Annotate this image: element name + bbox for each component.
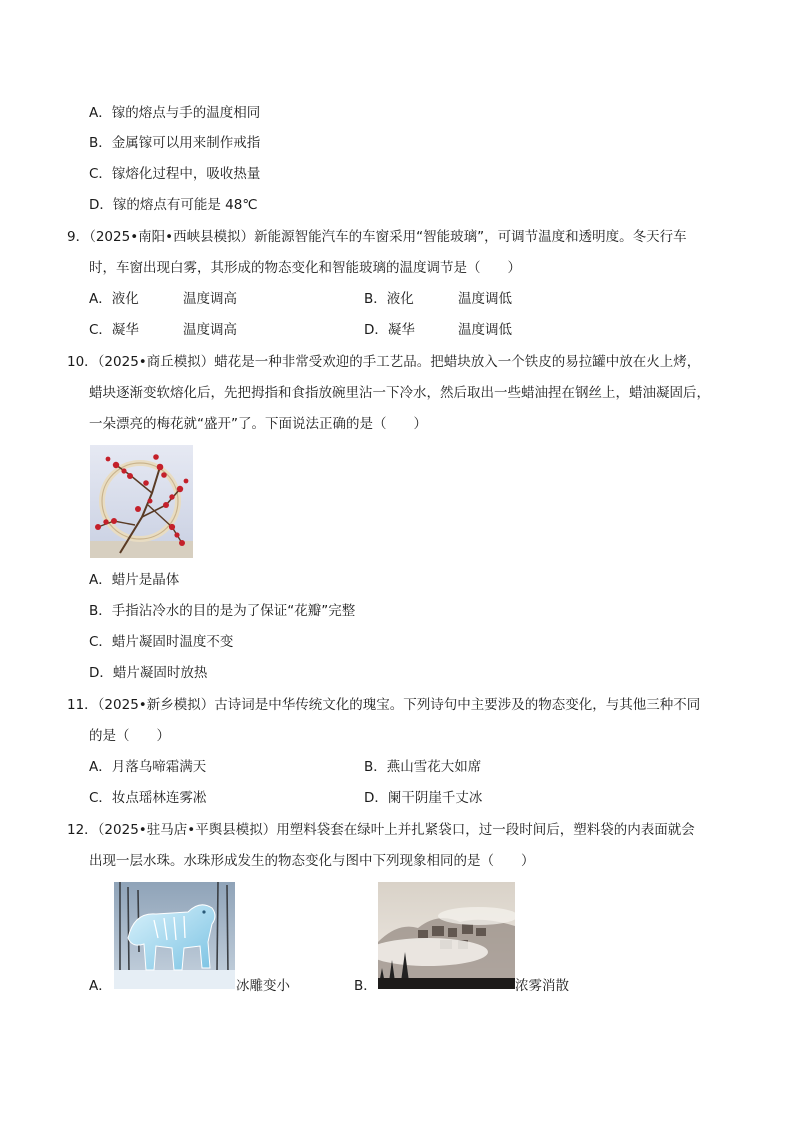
q11-option-b: B．燕山雪花大如席 — [364, 759, 482, 775]
q8-option-c: C．镓熔化过程中，吸收热量 — [89, 166, 261, 182]
q9-option-a-text: 温度调高 — [183, 291, 237, 307]
q9-option-c-text: 温度调高 — [183, 322, 237, 338]
q8-option-b: B．金属镓可以用来制作戒指 — [89, 135, 261, 151]
q12-stem-line1: 12．（2025•驻马店•平舆县模拟）用塑料袋套在绿叶上并扎紧袋口，过一段时间后，塑料袋的内表面就会 — [67, 822, 695, 838]
q9-stem-line1: 9．（2025•南阳•西峡县模拟）新能源智能汽车的车窗采用“智能玻璃”，可调节温度和透明度。冬天行车 — [67, 229, 687, 245]
q10-option-b: B．手指沾冷水的目的是为了保证“花瓣”完整 — [89, 603, 356, 619]
q9-stem-line2: 时，车窗出现白雾，其形成的物态变化和智能玻璃的温度调节是（ ） — [89, 260, 521, 276]
q10-option-d: D．蜡片凝固时放热 — [89, 665, 208, 681]
wax-plum-blossom-image — [90, 445, 193, 558]
q9-option-a-letter: A．液化 — [89, 291, 139, 307]
q12-option-b-letter: B． — [354, 978, 377, 994]
q11-stem-line2: 的是（ ） — [89, 728, 170, 744]
q10-option-c: C．蜡片凝固时温度不变 — [89, 634, 234, 650]
q10-option-a: A．蜡片是晶体 — [89, 572, 180, 588]
q10-stem-line3: 一朵漂亮的梅花就“盛开”了。下面说法正确的是（ ） — [89, 416, 427, 432]
q9-option-d-letter: D．凝华 — [364, 322, 415, 338]
q9-option-b-letter: B．液化 — [364, 291, 414, 307]
q10-stem-line2: 蜡块逐渐变软熔化后，先把拇指和食指放碗里沾一下冷水，然后取出一些蜡油捏在钢丝上，蜡油凝固后， — [89, 385, 710, 401]
q11-option-a: A．月落乌啼霜满天 — [89, 759, 207, 775]
q9-option-d-text: 温度调低 — [458, 322, 512, 338]
q12-stem-line2: 出现一层水珠。水珠形成发生的物态变化与图中下列现象相同的是（ ） — [89, 853, 535, 869]
q8-option-d: D．镓的熔点有可能是 48℃ — [89, 197, 258, 213]
q11-option-d: D．阑干阴崖千丈冰 — [364, 790, 483, 806]
ice-sculpture-tiger-image — [114, 882, 235, 989]
q9-option-c-letter: C．凝华 — [89, 322, 139, 338]
q10-stem-line1: 10．（2025•商丘模拟）蜡花是一种非常受欢迎的手工艺品。把蜡块放入一个铁皮的易拉罐中放在火上烤， — [67, 354, 701, 370]
q8-option-a: A．镓的熔点与手的温度相同 — [89, 105, 261, 121]
q12-option-b-caption: 浓雾消散 — [515, 978, 569, 994]
q9-option-b-text: 温度调低 — [458, 291, 512, 307]
q11-option-c: C．妆点瑶林连雾凇 — [89, 790, 207, 806]
dense-fog-village-image — [378, 882, 515, 989]
q11-stem-line1: 11．（2025•新乡模拟）古诗词是中华传统文化的瑰宝。下列诗句中主要涉及的物态变化，与其他三种不同 — [67, 697, 701, 713]
q12-option-a-caption: 冰雕变小 — [236, 978, 290, 994]
q12-option-a-letter: A． — [89, 978, 112, 994]
